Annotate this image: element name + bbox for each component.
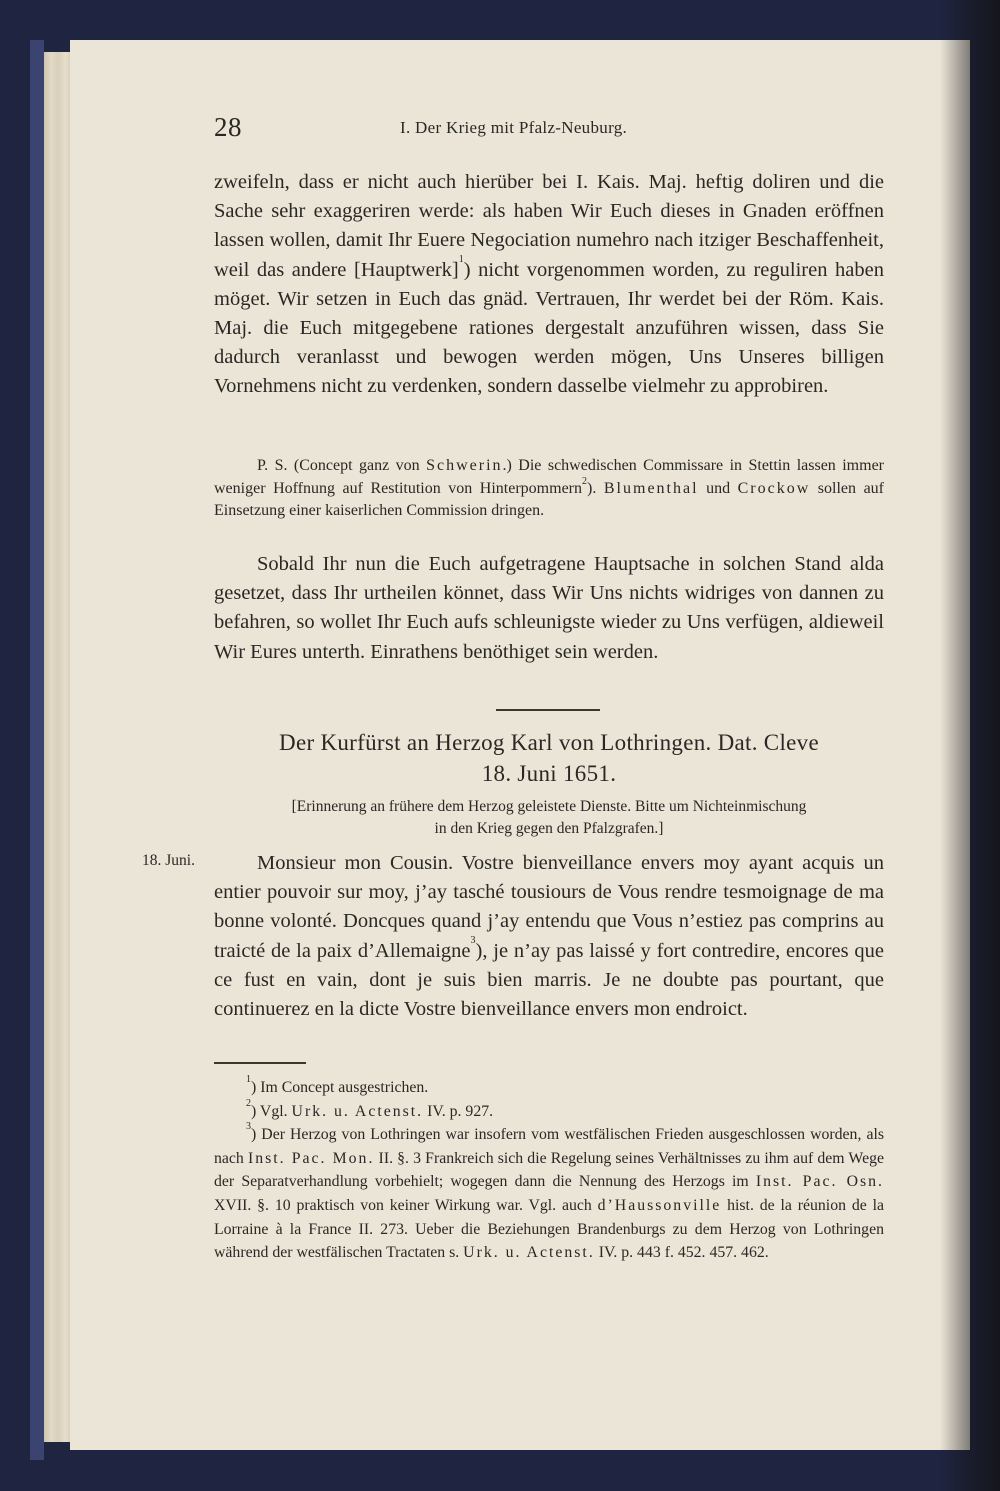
postscript-text: und [698,479,738,497]
footnote-mark: 3 [246,1121,251,1133]
document-heading [200,727,898,789]
document-summary [196,796,902,840]
postscript-text: ). [587,479,604,497]
footnote-text: IV. p. 443 f. 452. 457. 462. [594,1244,769,1262]
footnote-2 [214,1097,884,1124]
margin-date: 18. Juni. [142,852,195,869]
section-divider [496,709,600,711]
footnote-text: IV. p. 927. [423,1102,494,1120]
footnote-ref: 1 [458,253,464,265]
heading-line: Der Kurfürst an Herzog Karl von Lothringen. Dat. Cleve [279,730,819,755]
footnote-text: XVII. §. 10 praktisch von keiner Wirkung war. Vgl. auch [214,1196,598,1214]
spine-shadow [940,0,1000,1491]
book-cover-edge [30,40,44,1460]
footnote-1 [214,1076,884,1100]
heading-date: 18. Juni 1651. [481,761,617,786]
footnote-text: II. §. 3 Frankreich sich die Regelung seines Verhältnisses zu ihm auf dem Wege der Separatverhandlung vorbehielt; wogegen dann die Nennung des Herzogs im [214,1149,884,1191]
page-header [214,112,884,152]
footnote-text: hist. de la réunion de la Lorraine à la France II. 273. Ueber die Beziehungen Brandenburgs zu dem Herzog von Lothringen während der westfälischen Tractaten s. [214,1196,884,1262]
summary-line: [Erinnerung an frühere dem Herzog geleistete Dienste. Bitte um Nichteinmischung [291,798,807,815]
person-name: d’Haussonville [597,1196,722,1214]
person-name: Blumenthal [603,479,699,497]
postscript-text: sollen auf Einsetzung einer kaiserlichen Commission dringen. [214,479,884,519]
footnote-mark: 1 [246,1074,251,1085]
paragraph-text: Sobald Ihr nun die Euch aufgetragene Hauptsache in solchen Stand alda gesetzet, dass Ihr urtheilen könnet, dass Wir Uns nichts widriges von dannen zu befahren, so wollet Ihr Euch aufs schleunigste wieder zu Uns verfügen, aldieweil Wir Eures unterth. Einrathens benöthiget sein werden. [214,553,884,663]
paragraph-text: ) nicht vorgenommen worden, zu reguliren haben möget. Wir setzen in Euch das gnäd. Vertrauen, Ihr werdet bei der Röm. Kais. Maj. die Euch mitgegebene rationes dergestalt anzuführen wissen, dass Sie dadurch veranlasst und bewogen werden mögen, Uns Unseres billigen Vornehmens nicht zu verdenken, sondern dasselbe vielmehr zu approbiren. [214,258,884,398]
source-abbrev: Urk. u. Actenst. [463,1244,595,1262]
postscript-text: .) Die schwedischen Commissare in Stettin lassen immer weniger Hoffnung auf Restitution von Hinterpommern [214,457,885,497]
person-name: Crockow [737,479,811,497]
footnote-text: ) Im Concept ausgestrichen. [251,1079,429,1096]
footnote-ref: 3 [470,934,476,946]
letter-text-part: ), je n’ay pas laissé y fort contredire, encores que ce fust en vain, dont je suis bien marris. Je ne doubte pas pourtant, que continuerez en la dicte Vostre bienveillance envers mon endroict. [214,939,885,1021]
letter-text-part: Monsieur mon Cousin. Vostre bienveillance envers moy ayant acquis un entier pouvoir sur moy, j’ay tasché tousiours de Vous rendre tesmoignage de ma bonne volonté. Doncques quand j’ay entendu que Vous n’estiez pas comprins au traicté de la paix d’Allemaigne [214,852,884,962]
footnote-mark: 2 [246,1097,251,1109]
footnote-divider [214,1062,306,1064]
paragraph-text: zweifeln, dass er nicht auch hierüber bei I. Kais. Maj. heftig doliren und die Sache sehr exaggeriren werde: als haben Wir Euch dieses in Gnaden eröffnen lassen wollen, damit Ihr Euere Negociation numehro nach itziger Beschaffenheit, weil das andere [Hauptwerk] [214,171,884,281]
footnote-ref: 2 [582,475,587,487]
summary-line: in den Krieg gegen den Pfalzgrafen.] [434,820,664,837]
paragraph-continuation [214,168,884,402]
footnote-text: ) Vgl. [251,1102,292,1120]
source-abbrev: Inst. Pac. Osn. [755,1173,884,1191]
footnotes [214,1076,884,1265]
postscript [214,455,884,523]
source-abbrev: Inst. Pac. Mon. [247,1149,375,1167]
letter-text [214,849,884,1024]
source-abbrev: Urk. u. Actenst. [291,1102,424,1120]
footnote-text: ) Der Herzog von Lothringen war insofern vom westfälischen Frieden ausgeschlossen worden, als nach [214,1126,884,1167]
paragraph [214,550,884,667]
running-head: I. Der Krieg mit Pfalz-Neuburg. [400,118,628,137]
postscript-text: P. S. (Concept ganz von [257,457,427,474]
person-name: Schwerin [426,457,503,474]
footnote-3 [214,1123,884,1265]
page-number: 28 [214,112,242,142]
